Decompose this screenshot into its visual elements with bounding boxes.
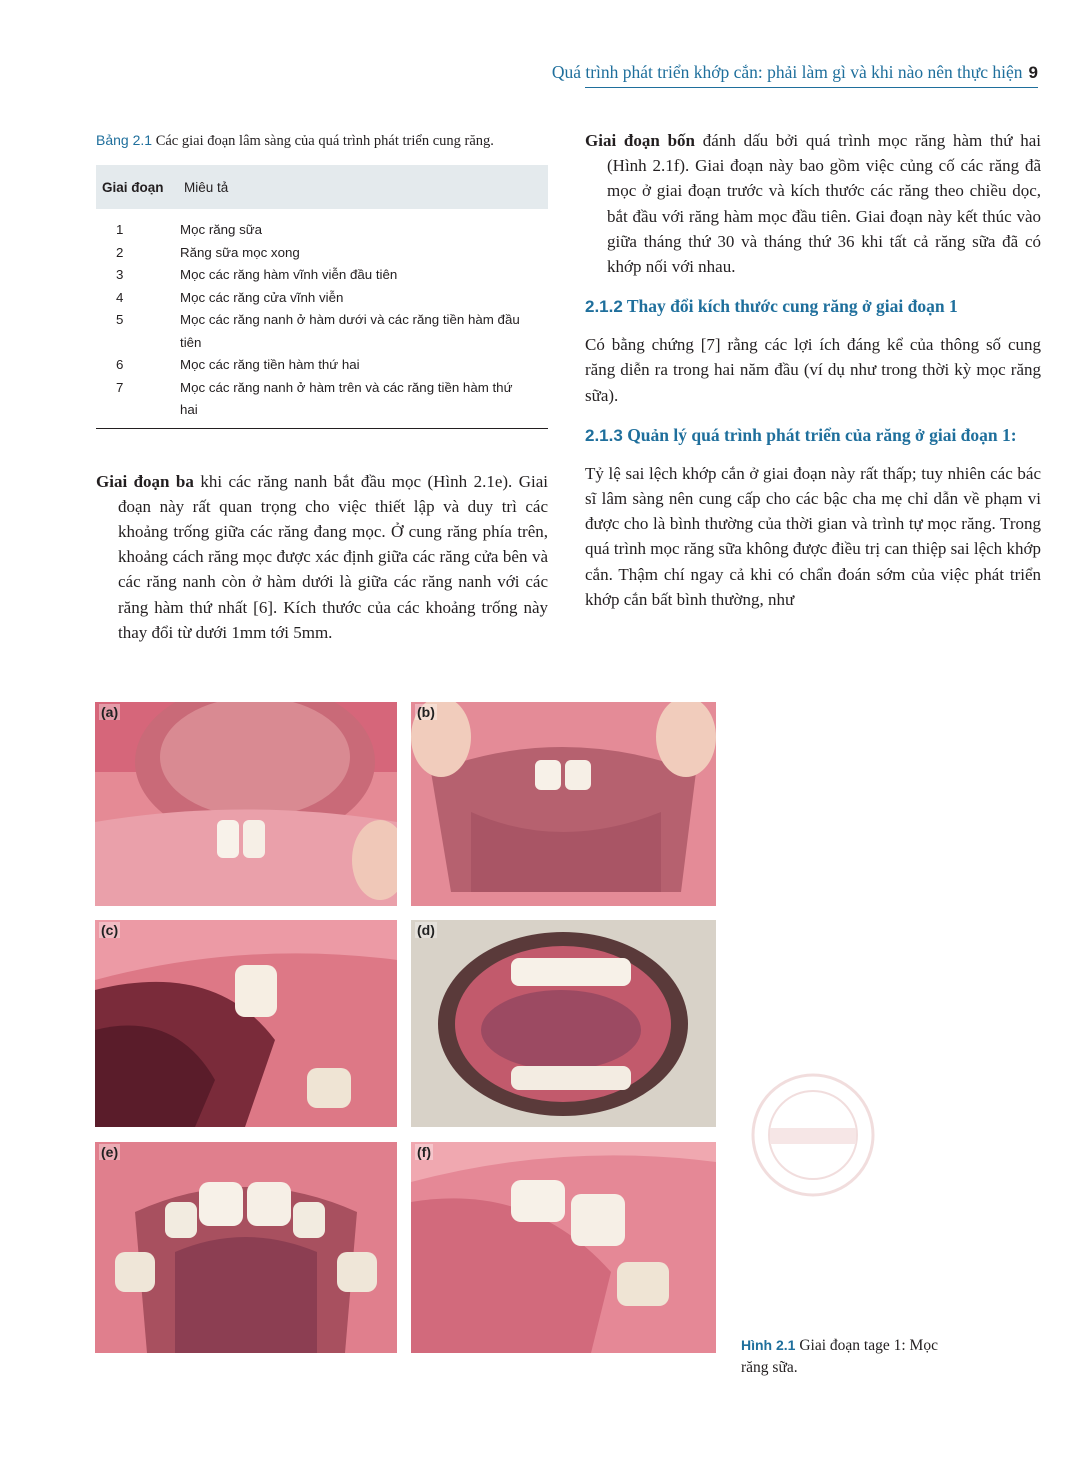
panel-label: (c) <box>101 922 119 938</box>
table-caption <box>96 130 548 151</box>
figure-panel-b <box>411 702 716 906</box>
figure-panel-c <box>95 920 397 1127</box>
stage-number: 7 <box>116 379 124 395</box>
stage-description: Mọc các răng nanh ở hàm dưới và các răng tiền hàm đầu tiên <box>180 312 520 350</box>
stage-description: Mọc các răng hàm vĩnh viễn đầu tiên <box>180 267 398 282</box>
table-row <box>96 264 548 287</box>
panel-label: (a) <box>101 704 119 720</box>
stage-number: 5 <box>116 312 124 327</box>
stage-number: 1 <box>116 222 124 237</box>
stage-four-lead: Giai đoạn bốn <box>585 131 696 150</box>
stage-description: Răng sữa mọc xong <box>180 244 300 260</box>
table-header-stage: Giai đoạn <box>102 179 164 195</box>
table-header-row <box>96 165 548 209</box>
paragraph-management: Tỷ lệ sai lệch khớp cắn ở giai đoạn này rất thấp; tuy nhiên các bác sĩ lâm sàng nên cung cấp cho các bậc cha mẹ chỉ dẫn về phạm vi được cho là bình thường của thời gian và trình tự mọc răng. Trong quá trình mọc răng sữa không được điều trị can thiệp sai lệch khớp cắn. Thậm chí ngay cả khi có chẩn đoán sớm của việc phát triển khớp cắn bất bình thường, như <box>585 463 1041 609</box>
photo-tongue-lower-incisors <box>95 702 397 906</box>
panel-label: (f) <box>417 1144 431 1160</box>
paragraph-stage-four <box>585 128 1041 279</box>
running-header <box>552 62 1038 83</box>
section-number: 2.1.3 <box>585 425 623 445</box>
stage-three-body: khi các răng nanh bắt đầu mọc (Hình 2.1e). Giai đoạn này rất quan trọng cho việc thiết lập và duy trì các khoảng trống giữa các răng đang mọc. Ở cung răng phía trên, khoảng cách răng mọc được xác định giữa các răng cửa bên và các răng nanh còn ở hàm dưới là giữa các răng nanh với các răng hàm thứ nhất [6]. Kích thước của các khoảng trống này thay đổi từ dưới 1mm tới 5mm. <box>118 471 548 642</box>
figure-caption-text: Giai đoạn tage 1: Mọc răng sữa. <box>741 1336 938 1376</box>
table-body <box>96 209 548 429</box>
photo-upper-incisors <box>411 702 716 906</box>
section-heading-2-1-2 <box>585 293 1041 320</box>
panel-label: (e) <box>101 1144 119 1160</box>
table-header-description: Miêu tả <box>184 179 229 195</box>
running-title: Quá trình phát triển khớp cắn: phải làm gì và khi nào nên thực hiện <box>551 62 1023 82</box>
header-rule <box>585 87 1038 88</box>
section-number: 2.1.2 <box>585 297 623 317</box>
watermark-seal <box>748 1070 878 1200</box>
figure-panel-f <box>411 1142 716 1353</box>
figure-panel-e <box>95 1142 397 1353</box>
paragraph-stage-three <box>96 469 548 645</box>
panel-label: (d) <box>417 922 435 938</box>
stage-number: 2 <box>116 244 124 260</box>
figure-panel-d <box>411 920 716 1127</box>
stage-description: Mọc các răng cửa vĩnh viễn <box>180 289 344 305</box>
table-row <box>96 354 548 377</box>
photo-second-molars <box>411 1142 716 1353</box>
table-caption-label: Bảng 2.1 <box>96 132 153 148</box>
right-column <box>585 128 1041 612</box>
panel-label: (b) <box>417 704 435 720</box>
table-row <box>96 242 548 265</box>
table-row <box>96 309 548 354</box>
section-title: Quản lý quá trình phát triển của răng ở giai đoạn 1: <box>622 424 1017 445</box>
stages-table <box>96 165 548 429</box>
left-column <box>96 130 548 662</box>
photo-palate-molar <box>95 920 397 1127</box>
stage-description: Mọc răng sữa <box>180 222 263 237</box>
table-row <box>96 377 548 422</box>
photo-open-mouth-retractor <box>411 920 716 1127</box>
figure-caption-label: Hình 2.1 <box>741 1336 796 1353</box>
table-caption-text: Các giai đoạn lâm sàng của quá trình phát triển cung răng. <box>152 133 494 149</box>
section-title: Thay đổi kích thước cung răng ở giai đoạn 1 <box>622 296 958 317</box>
photo-upper-arch-canines <box>95 1142 397 1353</box>
section-heading-2-1-3 <box>585 422 1041 449</box>
page-number: 9 <box>1028 63 1038 82</box>
stage-four-body: đánh dấu bởi quá trình mọc răng hàm thứ hai (Hình 2.1f). Giai đoạn này bao gồm việc củng cố các răng đã mọc ở giai đoạn trước và kích thước các răng theo chiều dọc, bắt đầu với răng hàm mọc đầu tiên. Giai đoạn này kết thúc vào giữa tháng thứ 30 và tháng thứ 36 khi tất cả răng sữa đã có khớp nối với nhau. <box>607 131 1041 277</box>
figure-caption <box>741 1334 961 1379</box>
table-row <box>96 219 548 242</box>
stage-number: 4 <box>116 289 124 305</box>
table-row <box>96 287 548 310</box>
stage-number: 3 <box>116 267 124 282</box>
paragraph-arch-size: Có bằng chứng [7] rằng các lợi ích đáng kể của thông số cung răng diễn ra trong hai năm đầu (ví dụ như trong thời kỳ mọc răng sữa). <box>585 335 1041 405</box>
stage-description: Mọc các răng tiền hàm thứ hai <box>180 357 360 372</box>
stage-three-lead: Giai đoạn ba <box>96 471 194 491</box>
stage-number: 6 <box>116 357 124 372</box>
figure-panel-a <box>95 702 397 906</box>
stage-description: Mọc các răng nanh ở hàm trên và các răng tiền hàm thứ hai <box>180 379 513 417</box>
